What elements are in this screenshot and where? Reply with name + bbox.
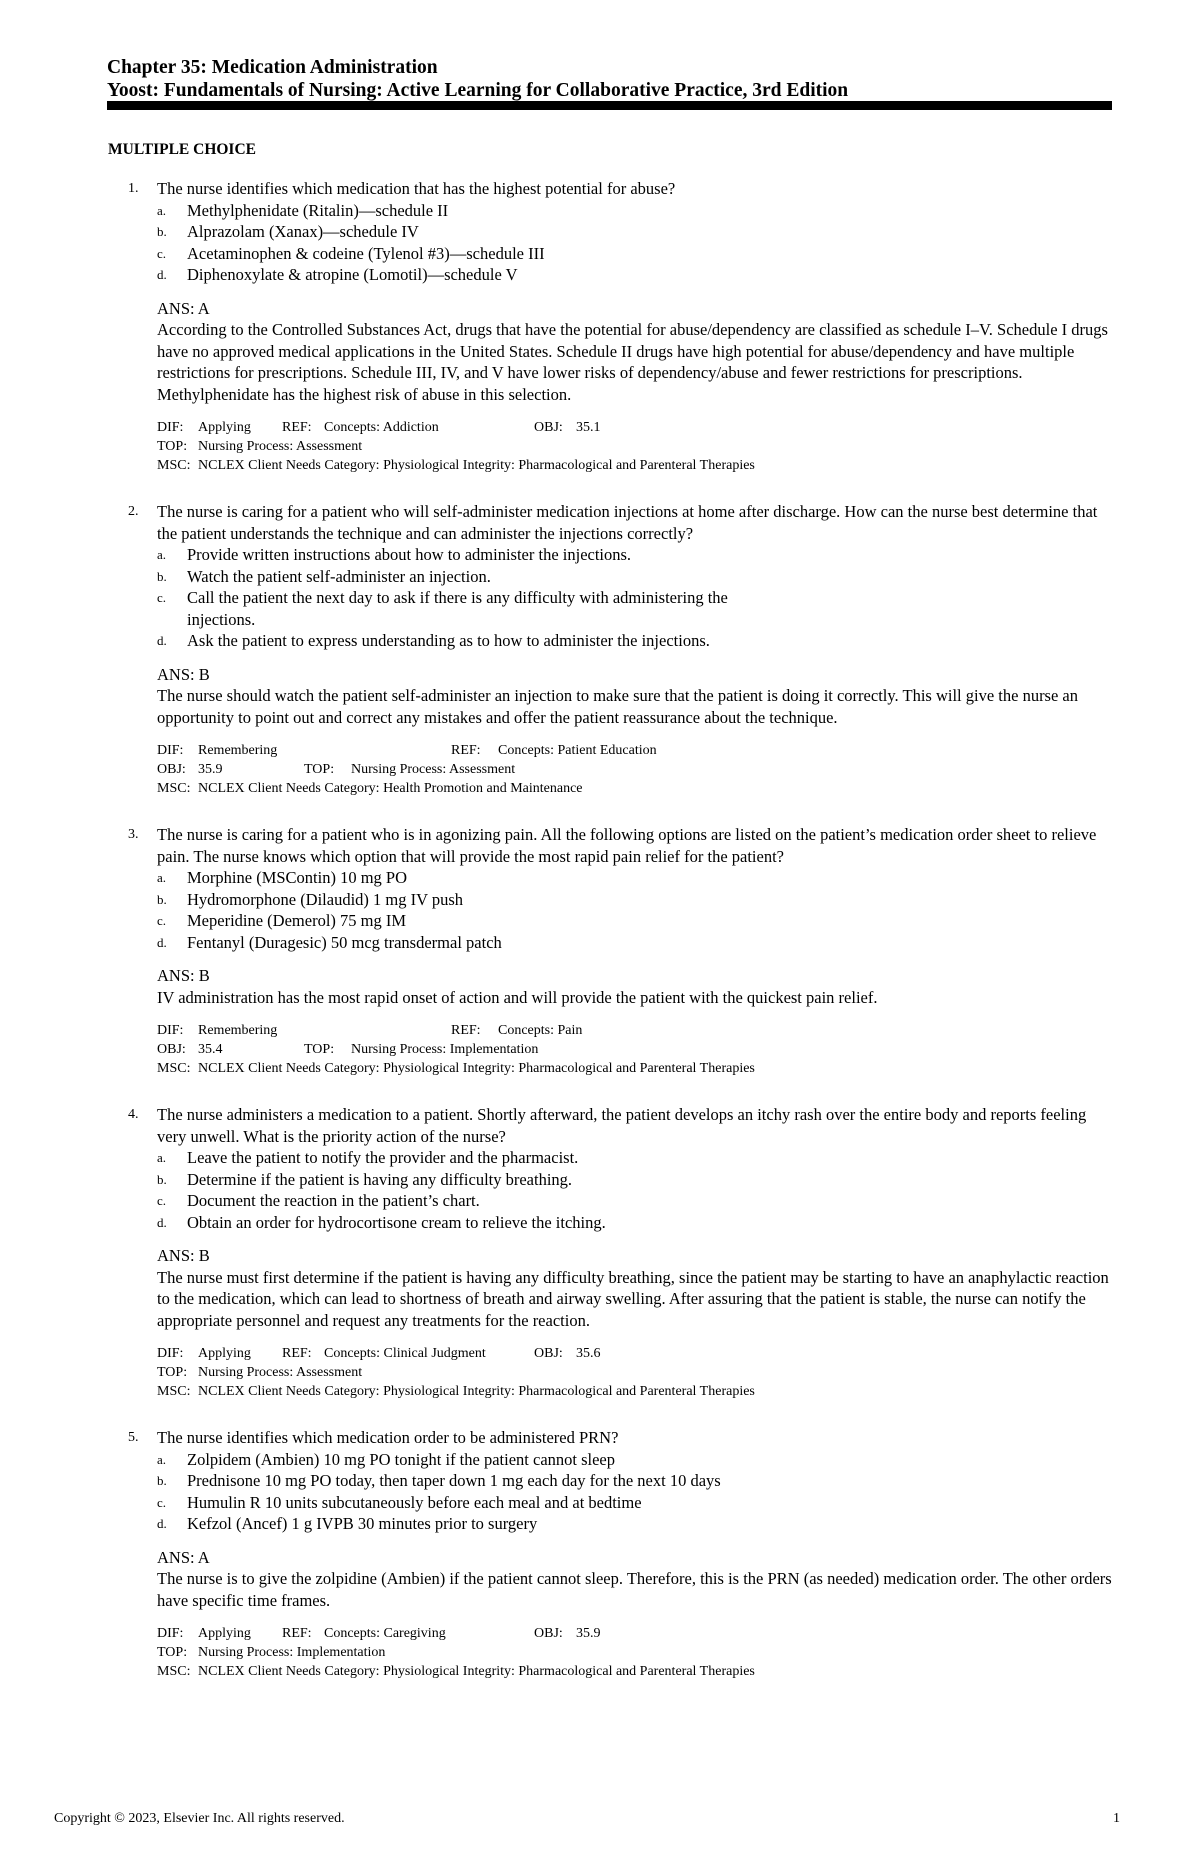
metadata-row: [157, 1382, 1118, 1401]
option-letter: c.: [157, 1494, 167, 1510]
copyright-notice: Copyright © 2023, Elsevier Inc. All rights reserved.: [54, 1811, 345, 1826]
metadata-row: [157, 418, 1118, 437]
answer-options: [157, 1147, 1118, 1233]
top-value: Nursing Process: Implementation: [351, 1042, 539, 1057]
question-3: [128, 824, 1118, 1078]
option-text: Leave the patient to notify the provider and the pharmacist.: [187, 1148, 579, 1167]
option-text: Diphenoxylate & atropine (Lomotil)—schedule V: [187, 265, 518, 284]
option-c: [157, 243, 1118, 265]
option-text: Provide written instructions about how to administer the injections.: [187, 545, 632, 564]
obj-value: 35.9: [198, 762, 223, 777]
option-text: Ask the patient to express understanding as to how to administer the injections.: [187, 631, 710, 650]
option-d: [157, 630, 1118, 652]
answer-block: [157, 965, 1118, 1008]
question-5: [128, 1427, 1118, 1681]
question-metadata: [157, 741, 1118, 798]
top-label: TOP:: [157, 1645, 188, 1660]
dif-value: Applying: [198, 420, 251, 435]
header-rule: [107, 101, 1112, 110]
ref-label: REF:: [451, 743, 481, 758]
dif-value: Applying: [198, 1626, 251, 1641]
question-1: [128, 178, 1118, 475]
answer-key: ANS: B: [157, 664, 210, 684]
option-text: Methylphenidate (Ritalin)—schedule II: [187, 200, 449, 220]
option-b: [157, 1169, 1118, 1191]
option-d: [157, 932, 1118, 954]
metadata-row: [157, 1624, 1118, 1643]
question-list: [128, 178, 1118, 1707]
msc-label: MSC:: [157, 1061, 191, 1076]
option-letter: c.: [157, 913, 167, 928]
msc-label: MSC:: [157, 781, 191, 796]
option-letter: b.: [157, 568, 167, 584]
ref-value: Concepts: Patient Education: [498, 743, 657, 758]
ref-value: Concepts: Pain: [498, 1023, 583, 1038]
metadata-row: [157, 1344, 1118, 1363]
option-b: [157, 889, 1118, 911]
msc-label: MSC:: [157, 1384, 191, 1399]
section-heading: MULTIPLE CHOICE: [108, 141, 256, 158]
msc-label: MSC:: [157, 1664, 191, 1679]
option-letter: d.: [157, 267, 167, 282]
obj-value: 35.4: [198, 1042, 223, 1057]
option-letter: b.: [157, 1473, 167, 1488]
obj-label: OBJ:: [157, 762, 186, 777]
question-number: 5.: [128, 1430, 139, 1445]
ref-label: REF:: [451, 1023, 481, 1038]
metadata-row: [157, 456, 1118, 475]
rationale: The nurse must first determine if the patient is having any difficulty breathing, since the patient may be starting to have an anaphylactic reaction to the medication, which can lead to shortness of breath and airway swelling. After assuring that the patient is stable, the nurse can notify the appropriate personnel and request any treatments for the reaction.: [157, 1267, 1109, 1330]
metadata-row: [157, 1040, 1118, 1059]
top-value: Nursing Process: Assessment: [198, 1365, 363, 1380]
top-value: Nursing Process: Assessment: [198, 439, 363, 454]
option-c: [157, 910, 1118, 932]
obj-label: OBJ:: [534, 420, 563, 435]
obj-value: 35.9: [576, 1626, 601, 1641]
metadata-row: [157, 1363, 1118, 1382]
question-number: 3.: [128, 827, 139, 842]
option-text: Obtain an order for hydrocortisone cream to relieve the itching.: [187, 1212, 606, 1232]
top-label: TOP:: [304, 762, 335, 777]
answer-block: [157, 1547, 1118, 1612]
option-letter: a.: [157, 870, 167, 885]
obj-value: 35.6: [576, 1346, 601, 1361]
ref-value: Concepts: Clinical Judgment: [324, 1346, 486, 1361]
metadata-row: [157, 437, 1118, 456]
question-metadata: [157, 1021, 1118, 1078]
top-value: Nursing Process: Implementation: [198, 1645, 386, 1660]
msc-value: NCLEX Client Needs Category: Physiological Integrity: Pharmacological and Parenteral Therapies: [198, 458, 755, 473]
rationale: The nurse is to give the zolpidine (Ambien) if the patient cannot sleep. Therefore, this is the PRN (as needed) medication order. The other orders have specific time frames.: [157, 1569, 1112, 1610]
option-letter: d.: [157, 633, 167, 648]
option-text: Humulin R 10 units subcutaneously before each meal and at bedtime: [187, 1492, 642, 1512]
option-letter: c.: [157, 245, 167, 261]
answer-options: [157, 200, 1118, 286]
obj-label: OBJ:: [157, 1042, 186, 1057]
answer-options: [157, 867, 1118, 953]
option-letter: d.: [157, 1214, 167, 1230]
option-text: Alprazolam (Xanax)—schedule IV: [187, 222, 419, 241]
metadata-row: [157, 1059, 1118, 1078]
obj-value: 35.1: [576, 420, 601, 435]
option-letter: d.: [157, 934, 167, 950]
dif-label: DIF:: [157, 743, 184, 758]
rationale: According to the Controlled Substances Act, drugs that have the potential for abuse/dependency are classified as schedule I–V. Schedule I drugs have no approved medical applications in the United States. Schedule II drugs have high potential for abuse/dependency and have multiple restrictions for prescriptions. Schedule III, IV, and V have lower risks of dependency/abuse and fewer restrictions for prescriptions. Methylphenidate has the highest risk of abuse in this selection.: [157, 320, 1108, 404]
metadata-row: [157, 1662, 1118, 1681]
answer-key: ANS: A: [157, 1547, 210, 1567]
option-text: Fentanyl (Duragesic) 50 mcg transdermal patch: [187, 932, 502, 952]
msc-label: MSC:: [157, 458, 191, 473]
question-metadata: [157, 1344, 1118, 1401]
question-stem: The nurse identifies which medication order to be administered PRN?: [157, 1428, 619, 1447]
answer-block: [157, 664, 1118, 729]
option-letter: c.: [157, 590, 167, 605]
answer-block: [157, 298, 1118, 406]
answer-key: ANS: B: [157, 966, 210, 985]
msc-value: NCLEX Client Needs Category: Physiological Integrity: Pharmacological and Parenteral Therapies: [198, 1384, 755, 1399]
top-label: TOP:: [304, 1042, 335, 1057]
msc-value: NCLEX Client Needs Category: Physiological Integrity: Pharmacological and Parenteral Therapies: [198, 1061, 755, 1076]
option-text: Kefzol (Ancef) 1 g IVPB 30 minutes prior to surgery: [187, 1514, 538, 1533]
ref-value: Concepts: Addiction: [324, 420, 439, 435]
option-b: [157, 566, 1118, 588]
option-letter: b.: [157, 224, 167, 239]
dif-label: DIF:: [157, 1626, 184, 1641]
option-letter: a.: [157, 547, 167, 562]
question-stem: The nurse is caring for a patient who will self-administer medication injections at home after discharge. How can the nurse best determine that the patient understands the technique and can administer the injections correctly?: [157, 502, 1098, 543]
option-letter: a.: [157, 1150, 167, 1165]
question-stem: The nurse identifies which medication that has the highest potential for abuse?: [157, 179, 676, 198]
answer-block: [157, 1245, 1118, 1331]
rationale: IV administration has the most rapid onset of action and will provide the patient with the quickest pain relief.: [157, 987, 878, 1007]
rationale: The nurse should watch the patient self-administer an injection to make sure that the patient is doing it correctly. This will give the nurse an opportunity to point out and correct any mistakes and offer the patient reassurance about the technique.: [157, 686, 1079, 727]
dif-label: DIF:: [157, 1023, 184, 1038]
option-d: [157, 1212, 1118, 1234]
option-text: Hydromorphone (Dilaudid) 1 mg IV push: [187, 889, 464, 909]
answer-key: ANS: B: [157, 1246, 210, 1265]
option-text: Prednisone 10 mg PO today, then taper down 1 mg each day for the next 10 days: [187, 1471, 721, 1490]
top-label: TOP:: [157, 1365, 188, 1380]
option-a: [157, 1147, 1118, 1169]
option-letter: b.: [157, 891, 167, 907]
dif-label: DIF:: [157, 420, 184, 435]
option-b: [157, 221, 1118, 243]
option-letter: c.: [157, 1193, 167, 1208]
question-number: 4.: [128, 1107, 139, 1122]
answer-options: [157, 1449, 1118, 1535]
option-d: [157, 264, 1118, 286]
page-header: [107, 56, 1112, 102]
dif-value: Remembering: [198, 1023, 278, 1038]
dif-value: Remembering: [198, 743, 278, 758]
option-letter: b.: [157, 1171, 167, 1187]
metadata-row: [157, 760, 1118, 779]
metadata-row: [157, 741, 1118, 760]
ref-label: REF:: [282, 1626, 312, 1641]
dif-value: Applying: [198, 1346, 251, 1361]
question-2: [128, 501, 1118, 798]
option-c: [157, 587, 747, 630]
question-number: 1.: [128, 181, 139, 196]
msc-value: NCLEX Client Needs Category: Health Promotion and Maintenance: [198, 781, 583, 796]
obj-label: OBJ:: [534, 1346, 563, 1361]
metadata-row: [157, 1021, 1118, 1040]
answer-options: [157, 544, 1118, 652]
ref-value: Concepts: Caregiving: [324, 1626, 446, 1641]
answer-key: ANS: A: [157, 298, 210, 318]
metadata-row: [157, 779, 1118, 798]
option-c: [157, 1190, 1118, 1212]
msc-value: NCLEX Client Needs Category: Physiological Integrity: Pharmacological and Parenteral Therapies: [198, 1664, 755, 1679]
option-a: [157, 544, 1118, 566]
option-text: Meperidine (Demerol) 75 mg IM: [187, 911, 407, 930]
option-a: [157, 867, 1118, 889]
question-stem: The nurse administers a medication to a patient. Shortly afterward, the patient develops an itchy rash over the entire body and reports feeling very unwell. What is the priority action of the nurse?: [157, 1105, 1087, 1146]
option-text: Zolpidem (Ambien) 10 mg PO tonight if the patient cannot sleep: [187, 1449, 616, 1469]
option-a: [157, 1449, 1118, 1471]
chapter-title: Chapter 35: Medication Administration: [107, 57, 438, 78]
question-stem: The nurse is caring for a patient who is in agonizing pain. All the following options are listed on the patient’s medication order sheet to relieve pain. The nurse knows which option that will provide the most rapid pain relief for the patient?: [157, 825, 1097, 866]
option-text: Acetaminophen & codeine (Tylenol #3)—schedule III: [187, 243, 545, 263]
option-c: [157, 1492, 1118, 1514]
option-text: Morphine (MSContin) 10 mg PO: [187, 868, 408, 887]
top-value: Nursing Process: Assessment: [351, 762, 516, 777]
dif-label: DIF:: [157, 1346, 184, 1361]
page-number: 1: [1113, 1811, 1120, 1826]
option-text: Document the reaction in the patient’s chart.: [187, 1191, 480, 1210]
option-b: [157, 1470, 1118, 1492]
option-letter: d.: [157, 1516, 167, 1531]
obj-label: OBJ:: [534, 1626, 563, 1641]
ref-label: REF:: [282, 420, 312, 435]
option-text: Call the patient the next day to ask if there is any difficulty with administering the injections.: [187, 588, 728, 629]
question-metadata: [157, 418, 1118, 475]
ref-label: REF:: [282, 1346, 312, 1361]
question-metadata: [157, 1624, 1118, 1681]
book-title: Yoost: Fundamentals of Nursing: Active Learning for Collaborative Practice, 3rd Edition: [107, 80, 849, 101]
option-letter: a.: [157, 1451, 167, 1467]
metadata-row: [157, 1643, 1118, 1662]
option-a: [157, 200, 1118, 222]
option-text: Determine if the patient is having any difficulty breathing.: [187, 1169, 573, 1189]
option-text: Watch the patient self-administer an injection.: [187, 566, 491, 586]
option-d: [157, 1513, 1118, 1535]
question-number: 2.: [128, 504, 139, 519]
option-letter: a.: [157, 202, 167, 218]
question-4: [128, 1104, 1118, 1401]
top-label: TOP:: [157, 439, 188, 454]
